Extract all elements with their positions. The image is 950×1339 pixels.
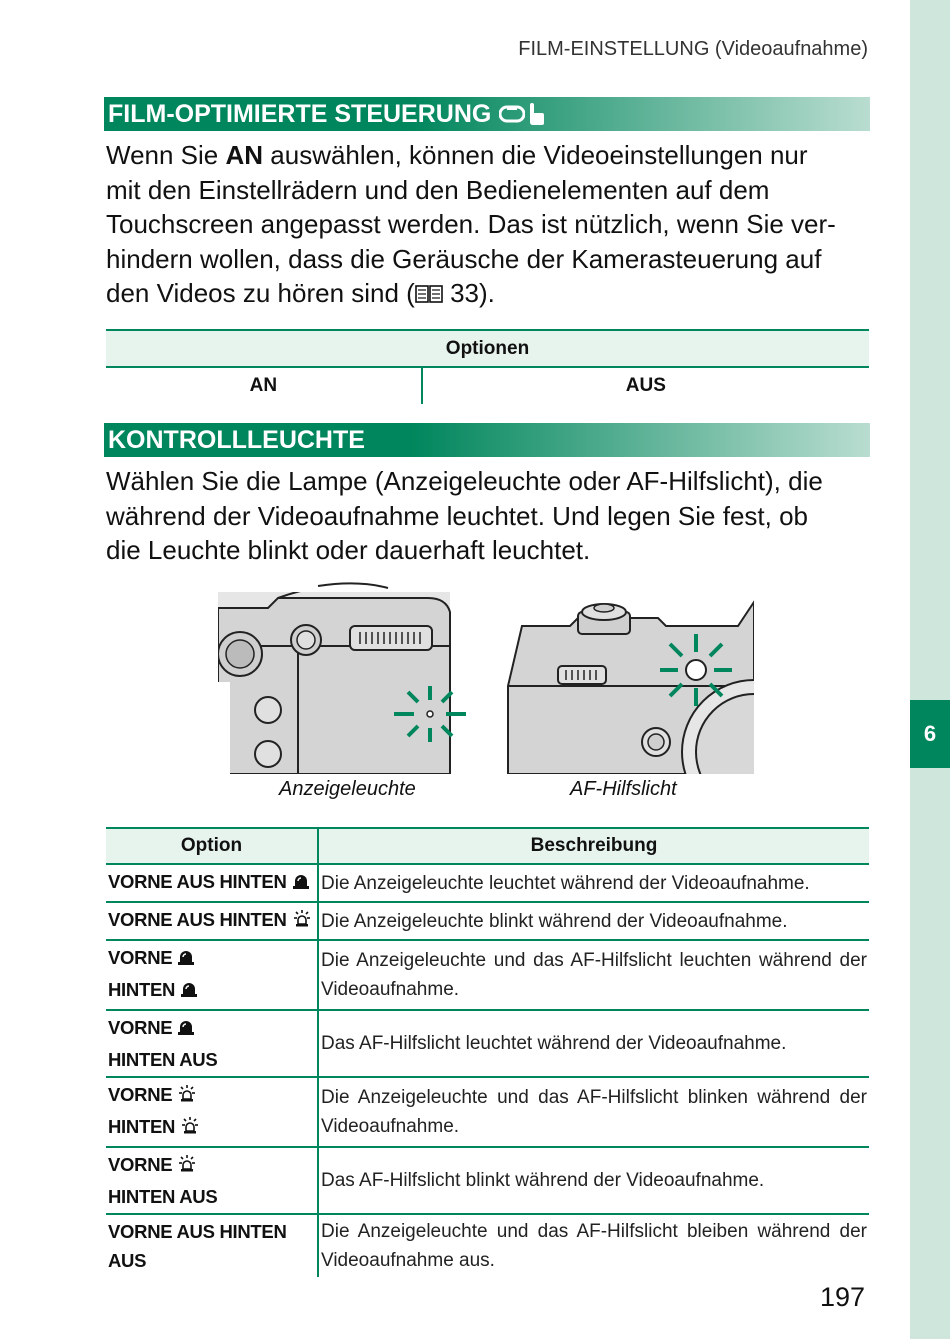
option-line1: VORNE AUS HINTEN AUS <box>108 1221 287 1271</box>
description-cell: Die Anzeigeleuchte und das AF-Hilfslicht bleiben während der Videoaufnahme aus. <box>321 1221 867 1271</box>
figure-caption-left: Anzeigeleuchte <box>279 778 416 800</box>
book-reference-icon <box>415 284 443 304</box>
table-row <box>106 940 869 1010</box>
sidebar-strip <box>910 0 950 1339</box>
camera-front-image <box>508 582 754 774</box>
chapter-tab[interactable]: 6 <box>910 700 950 768</box>
section2-paragraph: Wählen Sie die Lampe (Anzeigeleuchte oder AF-Hilfslicht), die während der Videoaufnahme leuchtet. Und legen Sie fest, ob die Leuchte blinkt oder dauerhaft leuchtet. <box>106 466 823 565</box>
lamp-blink-icon <box>179 1115 201 1144</box>
lamp-on-icon <box>176 946 196 975</box>
column-header-option: Option <box>106 828 318 864</box>
options-table <box>106 329 869 404</box>
video-mode-icon <box>499 104 525 124</box>
table-row <box>106 902 869 940</box>
running-head: FILM-EINSTELLUNG (Videoaufnahme) <box>518 38 868 60</box>
paragraph-text: auswählen, können die Videoeinstellungen nur mit den Einstellrädern und den Bedienelementen auf dem Touchscreen angepasst werden. Das ist nützlich, wenn Sie verhindern wollen, dass die Geräusche der Kamerasteuerung auf den Videos zu hören sind ( <box>106 140 836 308</box>
lamp-blink-icon <box>291 908 313 937</box>
paragraph-text: 33). <box>442 278 495 308</box>
lamp-blink-icon <box>176 1153 198 1182</box>
option-line2: HINTEN <box>108 979 176 1000</box>
paragraph-bold-value: AN <box>225 140 264 170</box>
lamp-on-icon <box>291 870 311 899</box>
section-title: KONTROLLLEUCHTE <box>108 425 365 454</box>
option-line2: HINTEN AUS <box>108 1049 218 1070</box>
table-row <box>106 1010 869 1077</box>
page-number: 197 <box>820 1282 866 1312</box>
camera-illustration <box>218 582 754 774</box>
option-cell <box>106 902 318 940</box>
options-header: Optionen <box>106 330 869 367</box>
section-title: FILM-OPTIMIERTE STEUERUNG <box>108 99 492 128</box>
option-cell <box>106 1010 318 1077</box>
option-line2: HINTEN AUS <box>108 1186 218 1207</box>
description-cell: Die Anzeigeleuchte blinkt während der Videoaufnahme. <box>318 902 869 940</box>
section-title-bar <box>104 97 870 131</box>
lamp-options-table <box>106 827 869 1277</box>
description-cell: Die Anzeigeleuchte leuchtet während der Videoaufnahme. <box>318 864 869 902</box>
paragraph-text: Wenn Sie <box>106 140 226 170</box>
option-cell <box>106 1147 318 1214</box>
table-row <box>106 1214 869 1277</box>
table-row <box>106 1077 869 1147</box>
option-line1: VORNE <box>108 1017 173 1038</box>
option-line1: VORNE <box>108 1084 173 1105</box>
section-title-bar <box>104 423 870 457</box>
option-cell <box>106 864 318 902</box>
lamp-blink-icon <box>176 1083 198 1112</box>
description-cell: Das AF-Hilfslicht blinkt während der Videoaufnahme. <box>318 1147 869 1214</box>
option-line1: VORNE AUS HINTEN <box>108 871 287 892</box>
option-line1: VORNE AUS HINTEN <box>108 909 287 930</box>
description-cell: Die Anzeigeleuchte und das AF-Hilfslicht blinken während der Videoaufnahme. <box>318 1077 869 1147</box>
option-cell <box>106 1077 318 1147</box>
figure-caption-right: AF-Hilfslicht <box>570 778 677 800</box>
option-cell <box>106 940 318 1010</box>
table-row <box>106 864 869 902</box>
section1-paragraph <box>106 138 846 311</box>
lamp-on-icon <box>179 978 199 1007</box>
column-header-description: Beschreibung <box>318 828 869 864</box>
option-cell <box>106 1214 318 1277</box>
option-line1: VORNE <box>108 1154 173 1175</box>
description-cell: Das AF-Hilfslicht leuchtet während der Videoaufnahme. <box>318 1010 869 1077</box>
option-line2: HINTEN <box>108 1116 176 1137</box>
touch-icon <box>527 102 545 126</box>
option-an: AN <box>106 367 422 404</box>
description-cell: Die Anzeigeleuchte und das AF-Hilfslicht leuchten während der Videoaufnahme. <box>318 940 869 1010</box>
camera-rear-image <box>218 582 466 774</box>
lamp-on-icon <box>176 1016 196 1045</box>
table-row <box>106 1147 869 1214</box>
option-line1: VORNE <box>108 947 173 968</box>
option-aus: AUS <box>422 367 869 404</box>
